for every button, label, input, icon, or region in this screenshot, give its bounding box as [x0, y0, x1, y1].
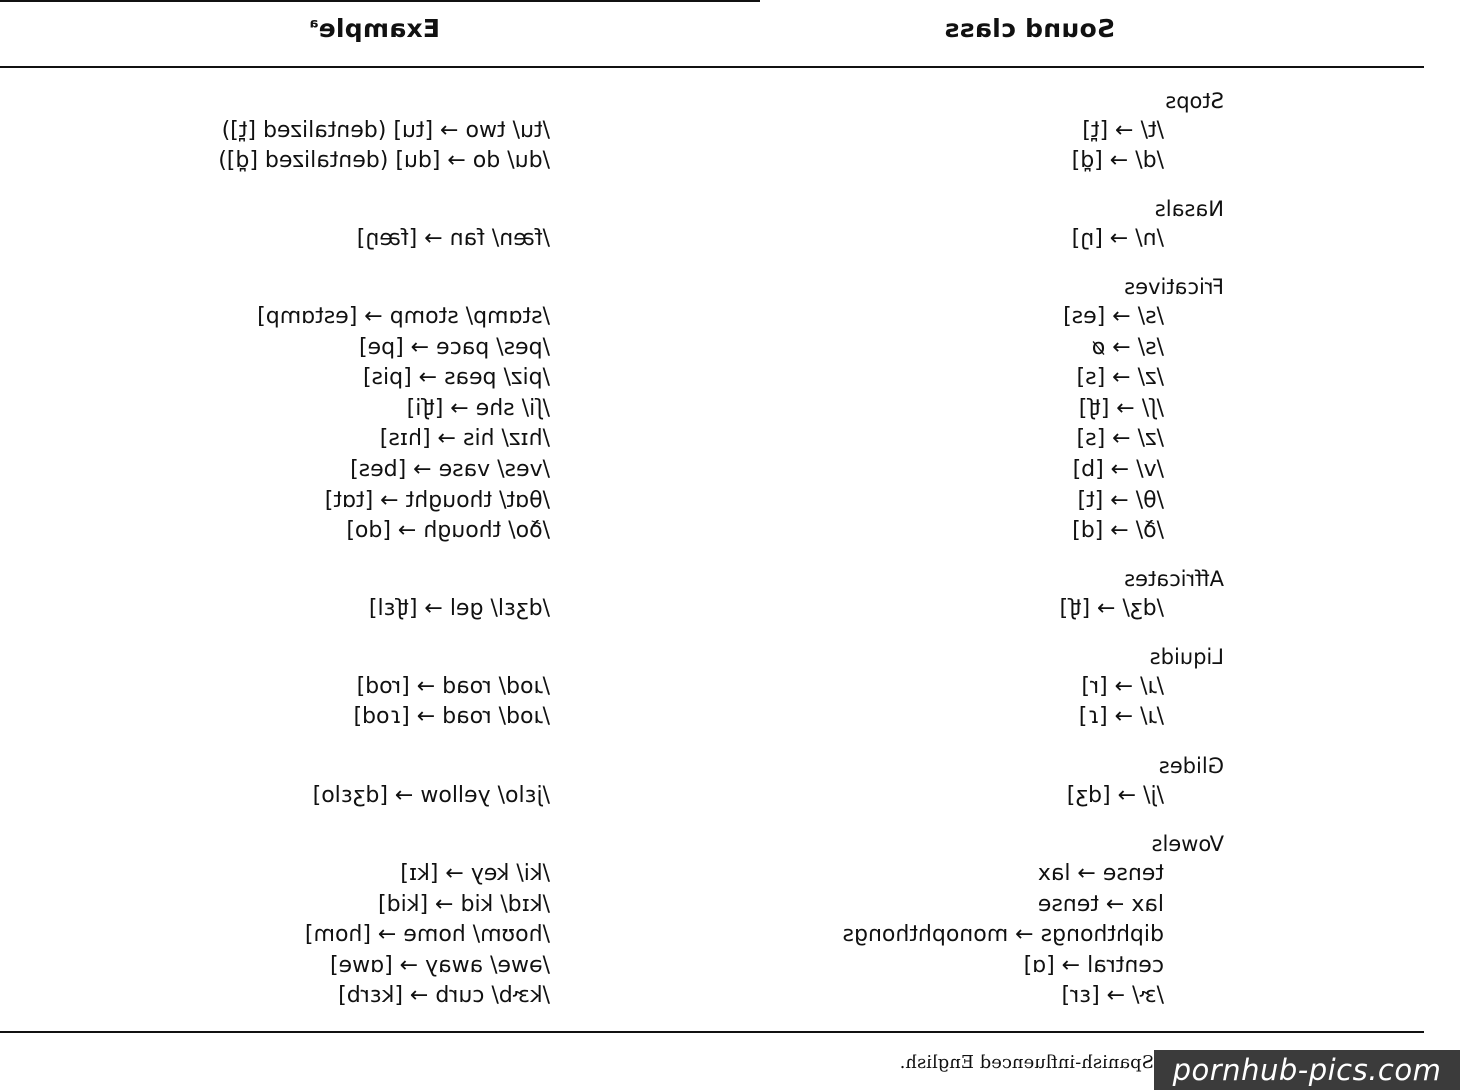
watermark-text: pornhub-pics.com [1172, 1053, 1442, 1087]
sound-row: /ɹ/ → [r] [1081, 674, 1164, 699]
header-sound-class-label: Sound class [944, 14, 1115, 43]
example-row: /əwe/ away → [ɑwe] [330, 953, 550, 978]
top-rule-right [0, 0, 760, 2]
sound-row: central → [ɑ] [1023, 953, 1164, 978]
sound-row: /ð/ → [d] [1072, 518, 1164, 543]
sound-row: /j/ → [dʒ] [1066, 783, 1164, 808]
table-footnote: Spanish-influenced English. [899, 1052, 1154, 1073]
header-example-footnote-marker: a [309, 16, 319, 32]
sound-row: /z/ → [s] [1076, 365, 1164, 390]
sound-row: /d/ → [d̪] [1071, 148, 1164, 173]
sound-row: /t/ → [t̪] [1082, 118, 1164, 143]
category-nasals: Nasals [1154, 197, 1224, 221]
sound-row: /s/ → [es] [1063, 304, 1164, 329]
sound-row: /z/ → [s] [1076, 426, 1164, 451]
sound-row: /s/ → ø [1091, 335, 1164, 360]
example-row: /θɑt/ thought → [tɑt] [324, 488, 550, 513]
example-row: /ki/ key → [kɪ] [400, 861, 550, 886]
category-stops: Stops [1165, 89, 1224, 113]
sound-row: diphthongs → monophthongs [842, 922, 1164, 947]
example-row: /ðo/ though → [do] [346, 518, 550, 543]
header-sound-class [944, 14, 1115, 43]
example-row: /ves/ vase → [bes] [350, 457, 550, 482]
sound-row: /θ/ → [t] [1077, 488, 1164, 513]
example-row: /pes/ pace → [pe] [359, 335, 550, 360]
example-row: /stɑmp/ stomp → [estɑmp] [257, 304, 550, 329]
sound-row: /n/ → [ŋ] [1071, 226, 1164, 251]
sound-row: lax → tense [1037, 892, 1164, 917]
example-row: /jɛlo/ yellow → [dʒɛlo] [312, 783, 550, 808]
example-row: /ɹod/ road → [rod] [356, 674, 550, 699]
bottom-rule [0, 1031, 1424, 1033]
example-row: /kɝb/ curb → [kɛrb] [338, 983, 550, 1008]
header-rule [0, 66, 1424, 68]
example-row: /piz/ peas → [pis] [362, 365, 550, 390]
sound-row: /ɹ/ → [ɾ] [1078, 704, 1164, 729]
sound-row: /ʃ/ → [ʧ] [1078, 396, 1164, 421]
sound-row: /ɝ/ → [ɛr] [1061, 983, 1164, 1008]
category-glides: Glides [1158, 754, 1224, 778]
example-row: /ɹod/ road → [ɾod] [353, 704, 550, 729]
watermark-banner [1154, 1050, 1460, 1090]
sound-row: tense → lax [1037, 861, 1164, 886]
sound-row: /dʒ/ → [ʧ] [1059, 596, 1164, 621]
example-row: /dʒɛl/ gel → [ʧɛl] [368, 596, 550, 621]
example-row: /du/ do → [du] (dentalized [d̪]) [218, 148, 550, 173]
header-example-label: Example [318, 14, 440, 43]
example-row: /ʃi/ she → [ʧi] [406, 396, 550, 421]
sound-row: /v/ → [b] [1072, 457, 1164, 482]
example-row: /hɪz/ his → [hɪs] [379, 426, 550, 451]
category-fricatives: Fricatives [1124, 275, 1224, 299]
category-vowels: Vowels [1151, 832, 1224, 856]
header-example [309, 14, 440, 43]
example-row: /hoʊm/ home → [hom] [304, 922, 550, 947]
example-row: /fæn/ fan → [fæŋ] [356, 226, 550, 251]
category-affricates: Affricates [1124, 567, 1224, 591]
example-row: /kɪd/ kid → [kid] [378, 892, 550, 917]
category-liquids: Liquids [1149, 645, 1224, 669]
example-row: /tu/ two → [tu] (dentalized [t̪]) [221, 118, 550, 143]
